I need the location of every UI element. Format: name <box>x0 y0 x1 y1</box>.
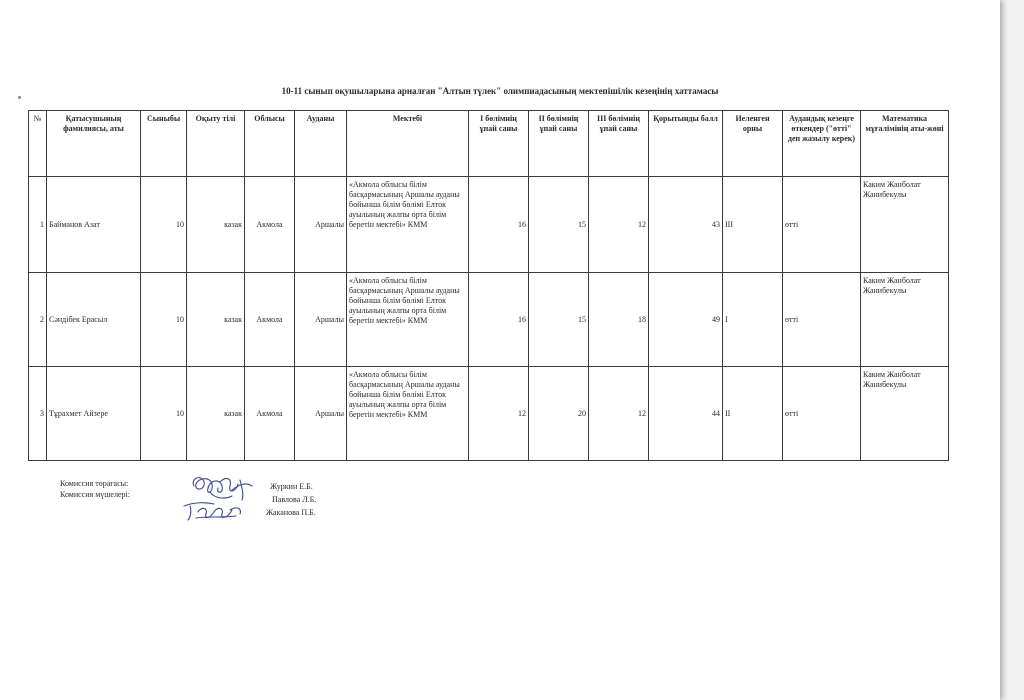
cell-language: казак <box>187 367 245 461</box>
cell-name: Байманов Азат <box>47 177 141 273</box>
cell-part2: 20 <box>529 367 589 461</box>
cell-part3: 12 <box>589 177 649 273</box>
table-row <box>29 367 949 461</box>
col-header-grade: Сыныбы <box>141 111 187 177</box>
cell-school: «Акмола облысы білім басқармасының Аршалы ауданы бойынша білім бөлімі Елток ауылының жалпы орта білім беретін мектебі» КММ <box>347 177 469 273</box>
table-header-row <box>29 111 949 177</box>
col-header-part3: ІІІ бөлімнің ұпай саны <box>589 111 649 177</box>
cell-part2: 15 <box>529 177 589 273</box>
cell-school: «Акмола облысы білім басқармасының Аршалы ауданы бойынша білім бөлімі Елток ауылының жалпы орта білім беретін мектебі» КММ <box>347 273 469 367</box>
col-header-name: Қатысушының фамилиясы, аты <box>47 111 141 177</box>
cell-part3: 18 <box>589 273 649 367</box>
cell-part3: 12 <box>589 367 649 461</box>
cell-name: Тұрахмет Айзере <box>47 367 141 461</box>
cell-language: казак <box>187 177 245 273</box>
cell-teacher: Каким Жанболат Жанибекулы <box>861 177 949 273</box>
cell-region: Акмола <box>245 177 295 273</box>
cell-part1: 12 <box>469 367 529 461</box>
member-name: Павлова Л.Б. <box>272 495 317 504</box>
cell-passed: өтті <box>783 177 861 273</box>
cell-no: 2 <box>29 273 47 367</box>
col-header-total: Қорытынды балл <box>649 111 723 177</box>
col-header-no: № <box>29 111 47 177</box>
cell-grade: 10 <box>141 177 187 273</box>
cell-part1: 16 <box>469 273 529 367</box>
col-header-region: Облысы <box>245 111 295 177</box>
col-header-part1: І бөлімнің ұпай саны <box>469 111 529 177</box>
cell-no: 1 <box>29 177 47 273</box>
cell-district: Аршалы <box>295 273 347 367</box>
cell-passed: өтті <box>783 273 861 367</box>
cell-no: 3 <box>29 367 47 461</box>
members-label: Комиссия мүшелері: <box>60 490 130 499</box>
cell-region: Акмола <box>245 367 295 461</box>
cell-language: казак <box>187 273 245 367</box>
cell-part1: 16 <box>469 177 529 273</box>
cell-total: 44 <box>649 367 723 461</box>
cell-teacher: Каким Жанболат Жанибекулы <box>861 273 949 367</box>
col-header-part2: ІІ бөлімнің ұпай саны <box>529 111 589 177</box>
cell-name: Сәндібек Ерасыл <box>47 273 141 367</box>
cell-grade: 10 <box>141 367 187 461</box>
chair-name: Журкин Е.Б. <box>270 482 313 491</box>
cell-teacher: Каким Жанболат Жанибекулы <box>861 367 949 461</box>
col-header-teacher: Математика мұғалімінің аты-жөні <box>861 111 949 177</box>
cell-total: 43 <box>649 177 723 273</box>
cell-passed: өтті <box>783 367 861 461</box>
cell-region: Акмола <box>245 273 295 367</box>
handwritten-signature <box>180 472 320 524</box>
col-header-place: Иеленген орны <box>723 111 783 177</box>
table-row <box>29 273 949 367</box>
col-header-district: Ауданы <box>295 111 347 177</box>
document-title: 10-11 сынып оқушыларына арналған "Алтын түлек" олимпиадасының мектепішілік кезеңінің хаттамасы <box>281 86 719 96</box>
cell-grade: 10 <box>141 273 187 367</box>
cell-place: I <box>723 273 783 367</box>
cell-place: II <box>723 367 783 461</box>
cell-school: «Акмола облысы білім басқармасының Аршалы ауданы бойынша білім бөлімі Елток ауылының жалпы орта білім беретін мектебі» КММ <box>347 367 469 461</box>
scan-speck <box>18 96 21 99</box>
table-row <box>29 177 949 273</box>
results-table <box>28 110 949 461</box>
col-header-school: Мектебі <box>347 111 469 177</box>
commission-block <box>60 478 460 528</box>
member-name: Жаканова П.Б. <box>266 508 316 517</box>
cell-district: Аршалы <box>295 177 347 273</box>
col-header-passed: Аудандық кезеңге өткендер ("өтті" деп жазылу керек) <box>783 111 861 177</box>
col-header-language: Оқыту тілі <box>187 111 245 177</box>
cell-part2: 15 <box>529 273 589 367</box>
chair-label: Комиссия төрағасы: <box>60 479 129 488</box>
cell-district: Аршалы <box>295 367 347 461</box>
cell-place: III <box>723 177 783 273</box>
cell-total: 49 <box>649 273 723 367</box>
